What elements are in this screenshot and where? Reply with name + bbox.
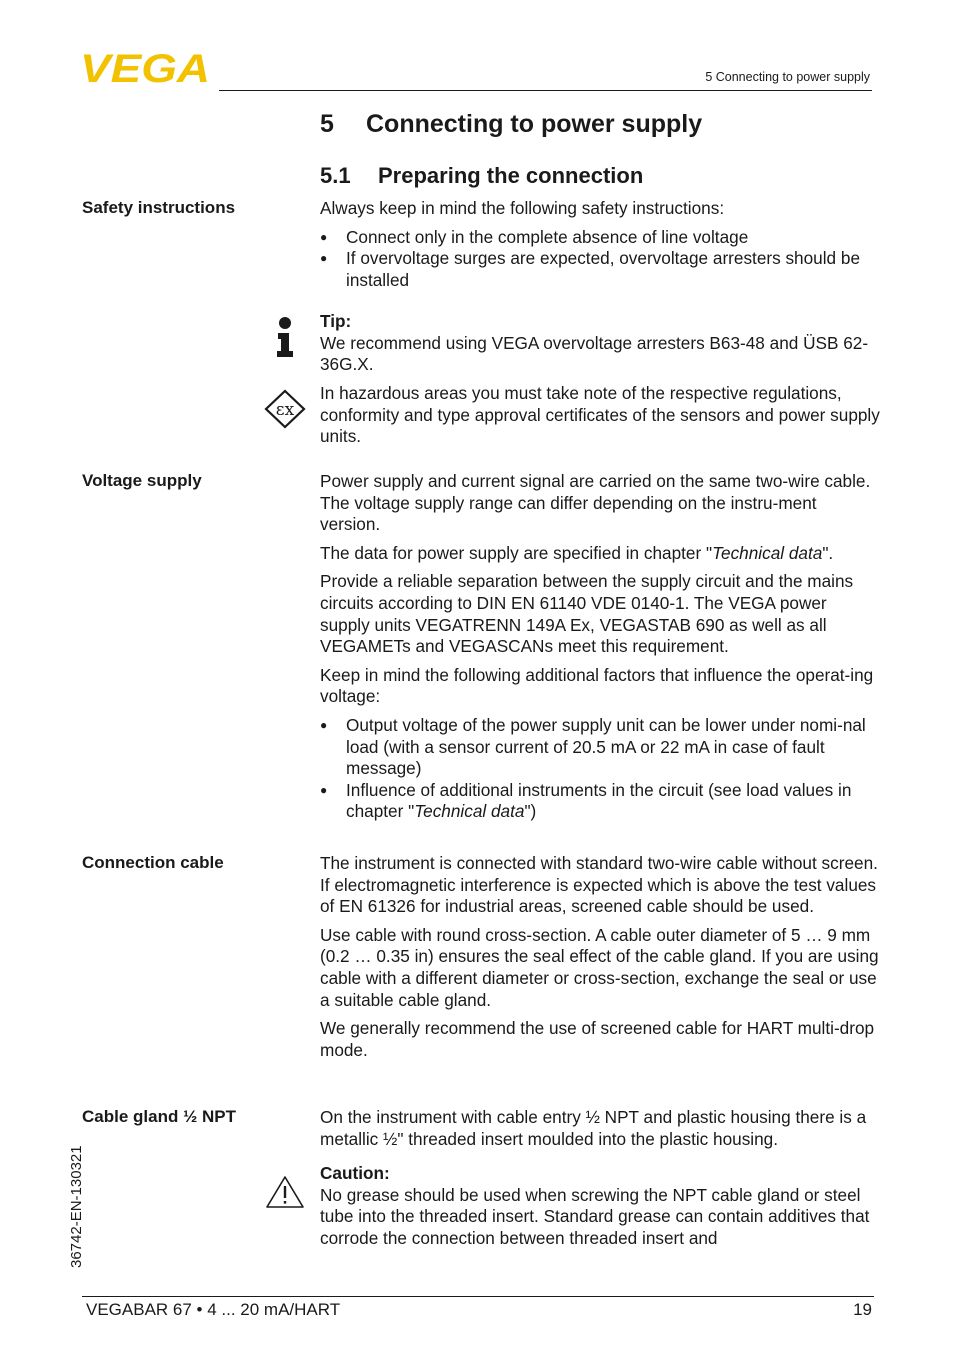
- side-label-cable: Connection cable: [82, 853, 224, 872]
- warning-icon: [265, 1175, 305, 1209]
- tip-block: [320, 311, 880, 376]
- footer-divider: [82, 1296, 874, 1297]
- tip-label: Tip:: [320, 311, 352, 331]
- document-code: 36742-EN-130321: [68, 1145, 85, 1268]
- voltage-p4: Keep in mind the following additional factors that influence the operat-ing voltage:: [320, 664, 874, 707]
- section-title: Preparing the connection: [378, 163, 644, 188]
- safety-intro: Always keep in mind the following safety instructions:: [320, 198, 725, 218]
- voltage-p2: The data for power supply are specified in chapter "Technical data".: [320, 542, 834, 563]
- chapter-number: 5: [320, 110, 334, 138]
- tip-text: We recommend using VEGA overvoltage arresters B63-48 and ÜSB 62-36G.X.: [320, 332, 869, 375]
- side-label-safety: Safety instructions: [82, 198, 236, 217]
- voltage-p1: Power supply and current signal are carried on the same two-wire cable. The voltage supply range can differ depending on the instru-ment version.: [320, 471, 871, 535]
- header-section-ref: 5 Connecting to power supply: [705, 70, 870, 84]
- safety-block: [320, 198, 880, 291]
- chapter-title: Connecting to power supply: [366, 110, 703, 138]
- svg-text:ɛx: ɛx: [275, 400, 295, 420]
- side-label-voltage: Voltage supply: [82, 471, 202, 490]
- gland-p1: On the instrument with cable entry ½ NPT and plastic housing there is a metallic ½" threaded insert moulded into the plastic housing.: [320, 1107, 867, 1149]
- ex-text: In hazardous areas you must take note of the respective regulations, conformity and type approval certificates of the sensors and power supply units.: [320, 383, 880, 447]
- header-divider: [219, 90, 872, 91]
- voltage-bullets: [320, 715, 880, 823]
- cable-p1: The instrument is connected with standard two-wire cable without screen. If electromagnetic interference is expected which is above the test values of EN 61326 for industrial areas, screened cable should be used.: [320, 853, 878, 917]
- cable-p3: We generally recommend the use of screened cable for HART multi-drop mode.: [320, 1018, 875, 1060]
- voltage-block: [320, 471, 880, 823]
- footer-product: VEGABAR 67 • 4 ... 20 mA/HART: [86, 1300, 341, 1319]
- info-icon: [274, 316, 296, 358]
- ex-hazard-icon: [264, 389, 306, 429]
- section-number: 5.1: [320, 163, 351, 188]
- caution-block: [320, 1163, 880, 1249]
- page-number: 19: [853, 1300, 872, 1319]
- voltage-p3: Provide a reliable separation between the supply circuit and the mains circuits according to DIN EN 61140 VDE 0140-1. The VEGA power supply units VEGATRENN 149A Ex, VEGASTAB 690 as well as all VEGAMETs and VEGASCANs meet this requirement.: [320, 571, 854, 657]
- caution-label: Caution:: [320, 1163, 390, 1183]
- list-item: ● If overvoltage surges are expected, overvoltage arresters should be installed: [320, 248, 880, 291]
- cable-block: [320, 853, 880, 1061]
- side-label-gland: Cable gland ½ NPT: [82, 1107, 236, 1126]
- cable-p2: Use cable with round cross-section. A cable outer diameter of 5 … 9 mm (0.2 … 0.35 in) ensures the seal effect of the cable gland. If you are using cable with a different diameter or cross-section, exchange the seal or use a suitable cable gland.: [320, 924, 879, 1010]
- logo-text: VEGA: [80, 50, 210, 84]
- section-heading: [320, 163, 643, 189]
- safety-bullets: [320, 227, 880, 292]
- list-item: ● Influence of additional instruments in the circuit (see load values in chapter "Technical data"): [320, 780, 880, 823]
- caution-text: No grease should be used when screwing the NPT cable gland or steel tube into the threaded insert. Standard grease can contain additives that corrode the connection between threaded insert and: [320, 1184, 870, 1248]
- ex-block: [320, 383, 880, 448]
- list-item: ● Connect only in the complete absence of line voltage: [320, 227, 880, 249]
- gland-block: [320, 1107, 880, 1150]
- chapter-heading: [320, 110, 702, 139]
- vega-logo: [80, 50, 212, 84]
- list-item: ● Output voltage of the power supply unit can be lower under nomi-nal load (with a sensor current of 20.5 mA or 22 mA in case of fault message): [320, 715, 880, 780]
